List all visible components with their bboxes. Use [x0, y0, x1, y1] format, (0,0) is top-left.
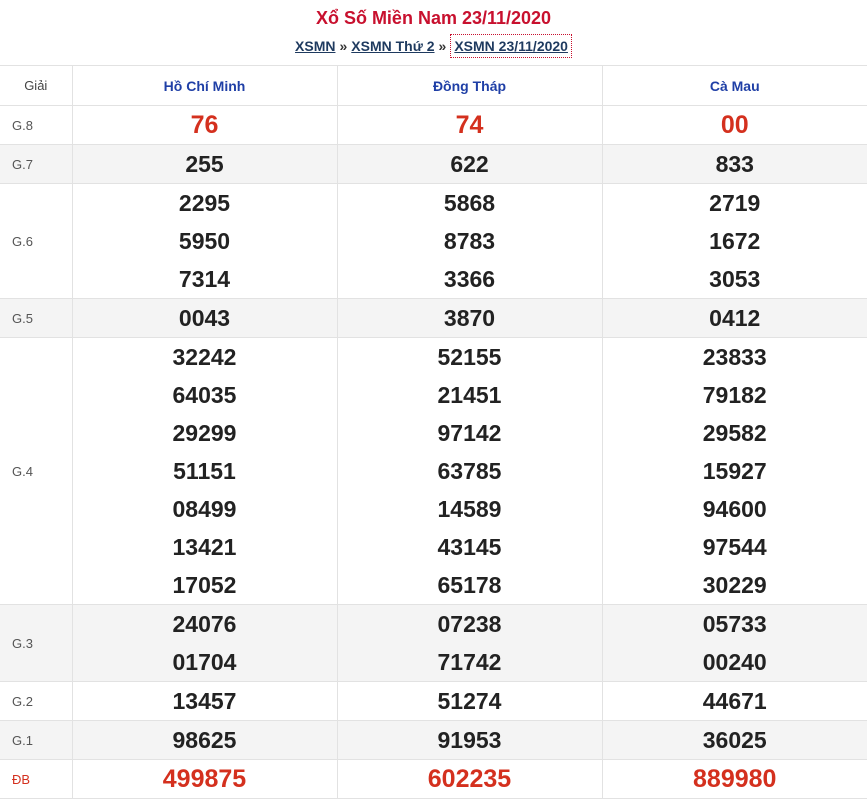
prize-cell [72, 184, 337, 299]
prize-number: 74 [338, 106, 602, 144]
prize-number: 43145 [338, 528, 602, 566]
prize-label: G.3 [0, 605, 72, 682]
prize-number: 602235 [338, 760, 602, 798]
prize-number: 98625 [73, 721, 337, 759]
breadcrumb-link-xsmn[interactable]: XSMN [295, 38, 335, 54]
prize-number: 29299 [73, 414, 337, 452]
prize-number: 15927 [603, 452, 867, 490]
prize-number: 29582 [603, 414, 867, 452]
prize-number: 32242 [73, 338, 337, 376]
prize-number: 23833 [603, 338, 867, 376]
prize-number: 13421 [73, 528, 337, 566]
prize-cell [602, 605, 867, 682]
table-row [0, 682, 867, 721]
prize-cell [337, 605, 602, 682]
prize-number: 3366 [338, 260, 602, 298]
prize-number: 17052 [73, 566, 337, 604]
prize-number: 51274 [338, 682, 602, 720]
prize-label: G.8 [0, 106, 72, 145]
breadcrumb-separator: » [339, 38, 347, 54]
prize-number: 97544 [603, 528, 867, 566]
breadcrumb-current[interactable]: XSMN 23/11/2020 [450, 34, 572, 58]
prize-cell [337, 721, 602, 760]
prize-label: G.1 [0, 721, 72, 760]
prize-number: 889980 [603, 760, 867, 798]
prize-cell [72, 682, 337, 721]
prize-cell [337, 184, 602, 299]
prize-number: 64035 [73, 376, 337, 414]
results-body [0, 106, 867, 799]
table-row [0, 721, 867, 760]
prize-number: 255 [73, 145, 337, 183]
header-province-ca-mau[interactable]: Cà Mau [602, 66, 867, 106]
prize-number: 07238 [338, 605, 602, 643]
prize-cell [602, 299, 867, 338]
prize-cell [337, 338, 602, 605]
prize-label: G.5 [0, 299, 72, 338]
prize-cell [602, 760, 867, 799]
table-row [0, 299, 867, 338]
breadcrumb-link-xsmn-thu2[interactable]: XSMN Thứ 2 [351, 38, 434, 54]
prize-number: 76 [73, 106, 337, 144]
prize-number: 51151 [73, 452, 337, 490]
prize-cell [72, 145, 337, 184]
table-row [0, 145, 867, 184]
prize-cell [72, 338, 337, 605]
prize-number: 833 [603, 145, 867, 183]
prize-number: 94600 [603, 490, 867, 528]
table-row [0, 605, 867, 682]
prize-label: G.7 [0, 145, 72, 184]
prize-number: 79182 [603, 376, 867, 414]
prize-number: 0043 [73, 299, 337, 337]
prize-number: 97142 [338, 414, 602, 452]
prize-number: 3870 [338, 299, 602, 337]
header-province-dong-thap[interactable]: Đồng Tháp [337, 66, 602, 106]
prize-cell [72, 106, 337, 145]
prize-number: 21451 [338, 376, 602, 414]
prize-label: G.4 [0, 338, 72, 605]
prize-cell [602, 682, 867, 721]
table-row [0, 106, 867, 145]
prize-number: 499875 [73, 760, 337, 798]
prize-number: 7314 [73, 260, 337, 298]
prize-number: 05733 [603, 605, 867, 643]
table-row [0, 184, 867, 299]
prize-number: 00 [603, 106, 867, 144]
breadcrumb-separator: » [439, 38, 447, 54]
table-row [0, 760, 867, 799]
prize-number: 44671 [603, 682, 867, 720]
prize-number: 14589 [338, 490, 602, 528]
prize-cell [72, 760, 337, 799]
prize-label: ĐB [0, 760, 72, 799]
prize-number: 5950 [73, 222, 337, 260]
prize-cell [337, 106, 602, 145]
prize-number: 63785 [338, 452, 602, 490]
prize-number: 52155 [338, 338, 602, 376]
prize-cell [602, 184, 867, 299]
prize-number: 30229 [603, 566, 867, 604]
header-province-hcm[interactable]: Hồ Chí Minh [72, 66, 337, 106]
prize-cell [337, 145, 602, 184]
prize-cell [602, 145, 867, 184]
prize-cell [337, 299, 602, 338]
prize-number: 36025 [603, 721, 867, 759]
prize-number: 0412 [603, 299, 867, 337]
prize-cell [72, 299, 337, 338]
prize-number: 8783 [338, 222, 602, 260]
page-title: Xổ Số Miền Nam 23/11/2020 [0, 0, 867, 32]
prize-number: 08499 [73, 490, 337, 528]
prize-cell [337, 682, 602, 721]
prize-cell [602, 338, 867, 605]
prize-number: 2295 [73, 184, 337, 222]
prize-cell [72, 721, 337, 760]
prize-cell [72, 605, 337, 682]
results-table [0, 65, 867, 799]
prize-number: 01704 [73, 643, 337, 681]
prize-number: 3053 [603, 260, 867, 298]
prize-number: 622 [338, 145, 602, 183]
prize-cell [602, 721, 867, 760]
prize-number: 13457 [73, 682, 337, 720]
breadcrumb [0, 32, 867, 65]
prize-number: 24076 [73, 605, 337, 643]
prize-number: 2719 [603, 184, 867, 222]
table-header-row [0, 66, 867, 106]
prize-number: 91953 [338, 721, 602, 759]
prize-cell [602, 106, 867, 145]
prize-number: 1672 [603, 222, 867, 260]
table-row [0, 338, 867, 605]
prize-label: G.2 [0, 682, 72, 721]
prize-number: 5868 [338, 184, 602, 222]
prize-cell [337, 760, 602, 799]
prize-label: G.6 [0, 184, 72, 299]
prize-number: 65178 [338, 566, 602, 604]
prize-number: 71742 [338, 643, 602, 681]
prize-number: 00240 [603, 643, 867, 681]
header-prize: Giải [0, 66, 72, 106]
